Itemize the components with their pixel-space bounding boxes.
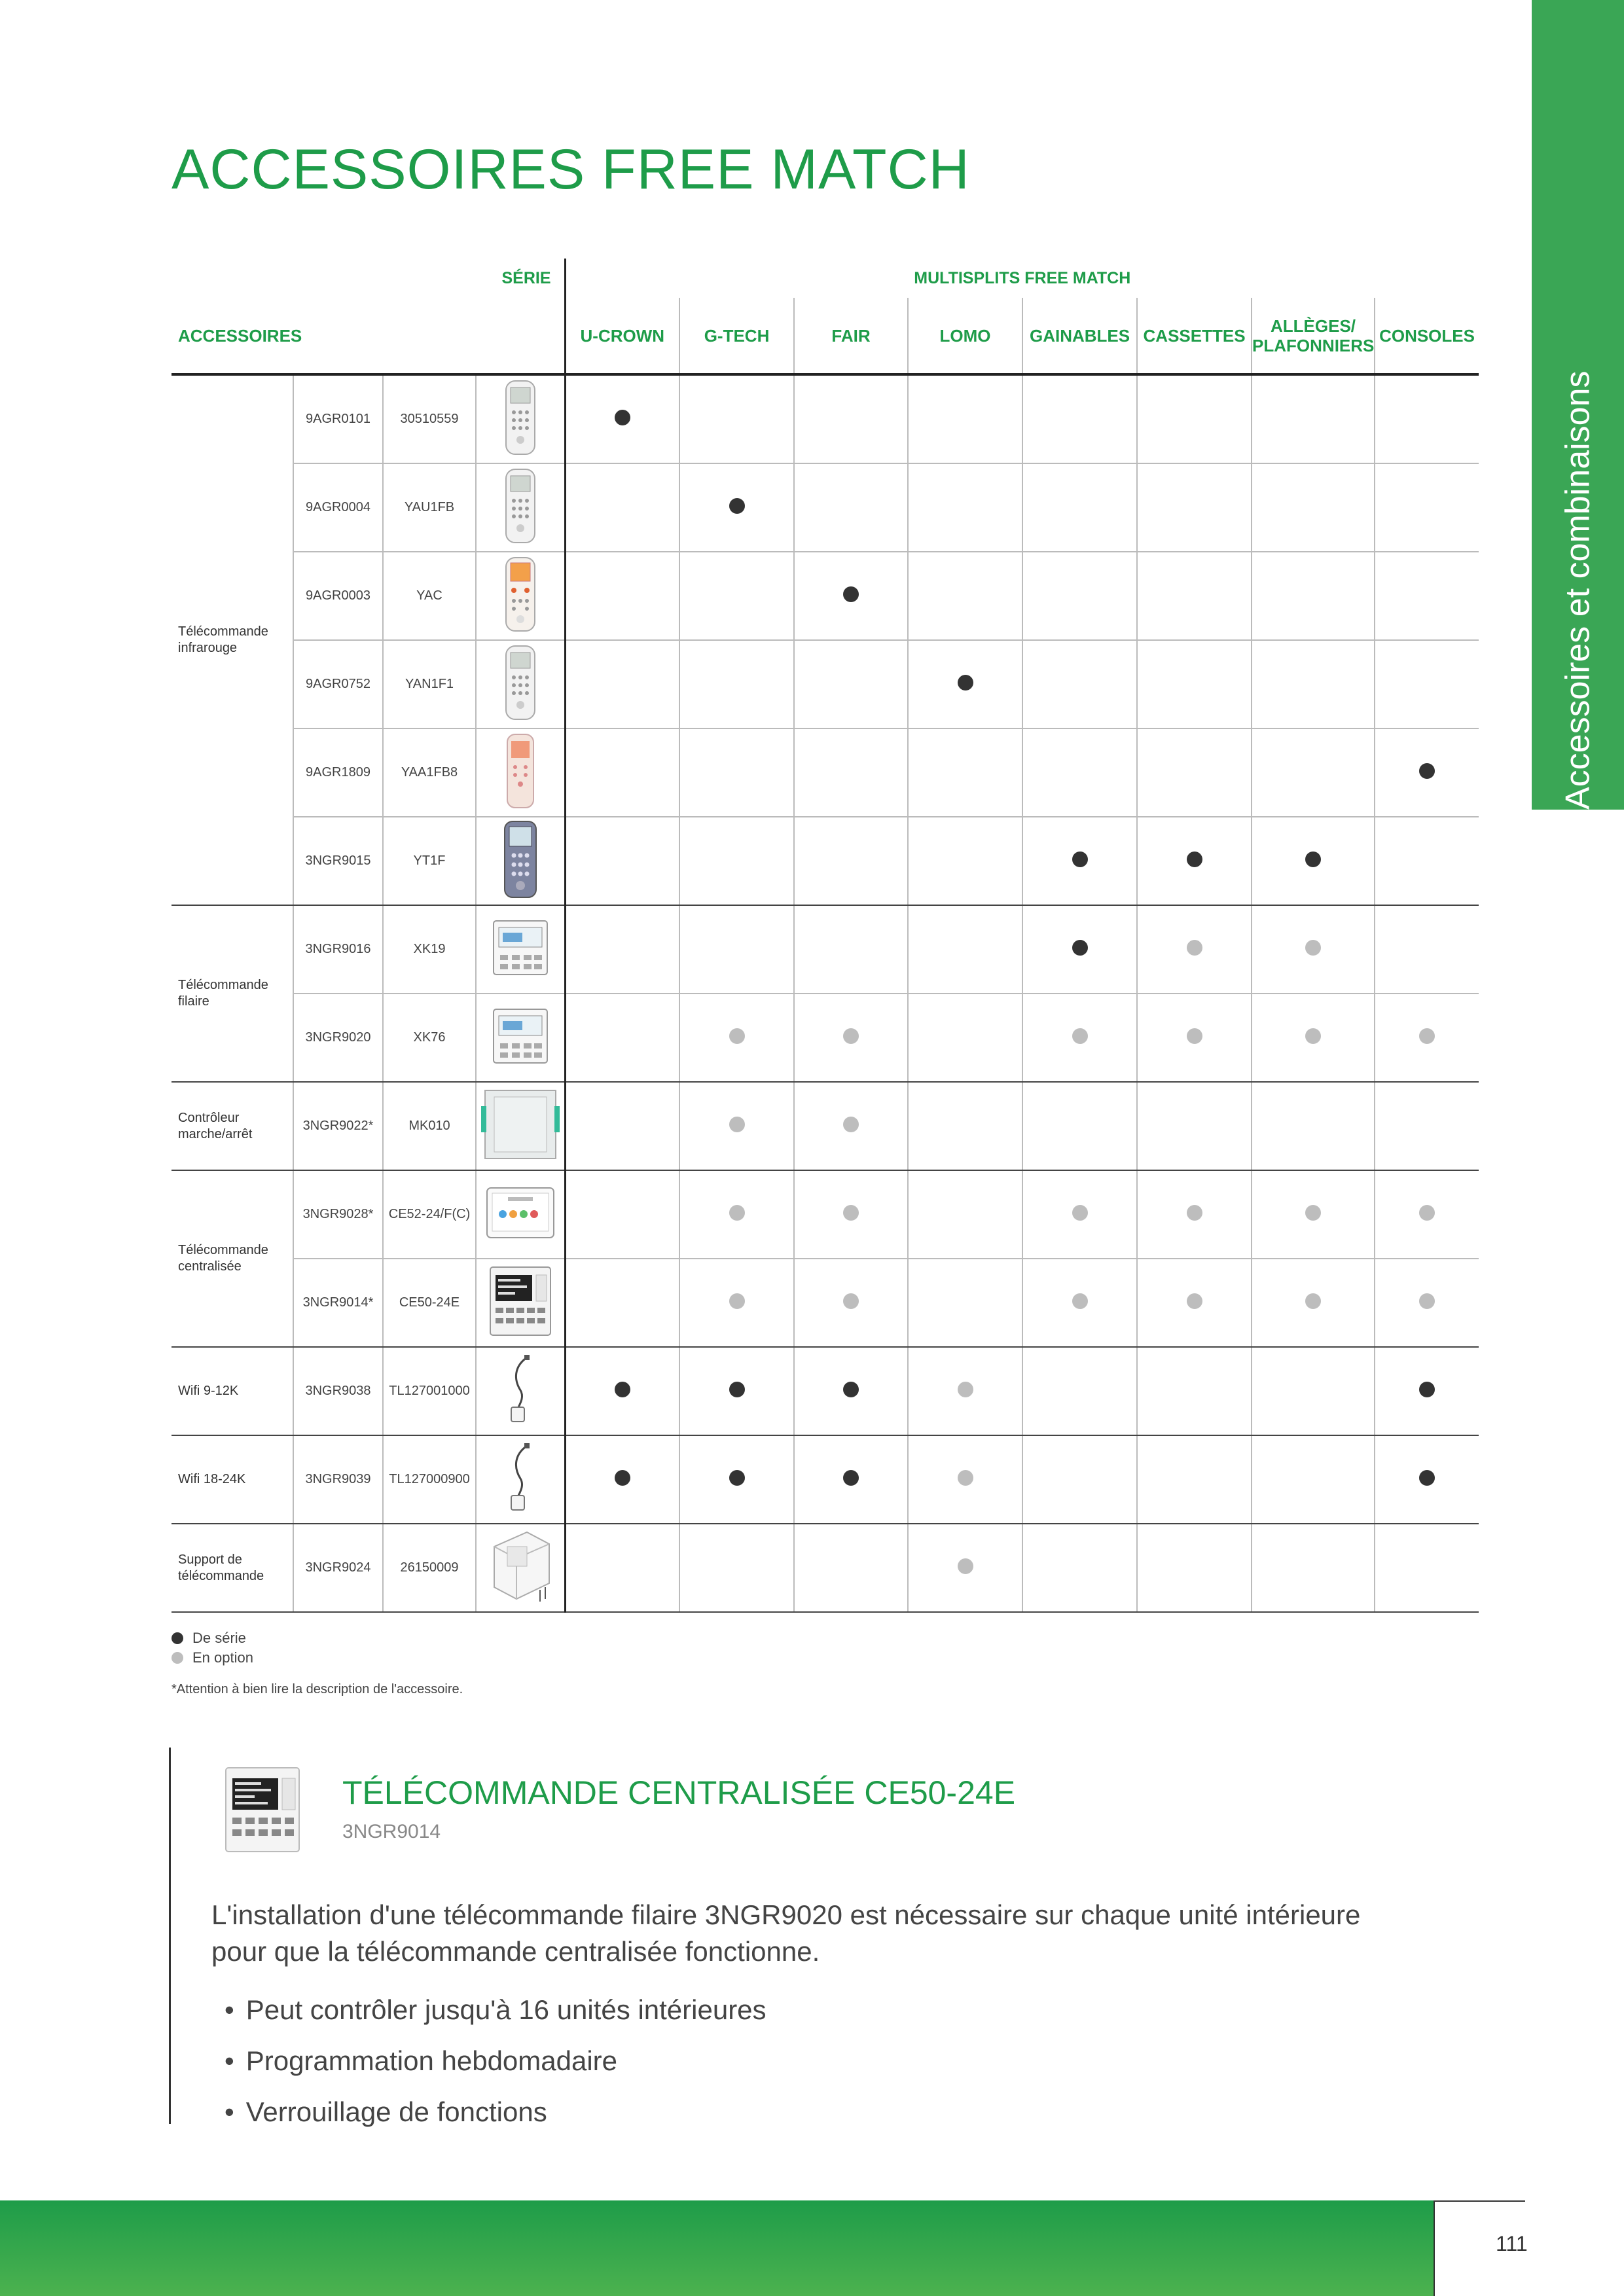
compat-cell <box>794 1259 908 1347</box>
compat-cell <box>908 1435 1022 1524</box>
compat-cell <box>794 640 908 728</box>
accessory-code: 9AGR0101 <box>293 374 383 463</box>
compat-cell <box>1022 552 1137 640</box>
accessory-image <box>476 1259 565 1347</box>
compat-cell <box>565 905 679 994</box>
compat-cell <box>1252 728 1375 817</box>
remote-holder-icon <box>477 1527 564 1609</box>
table-row <box>171 1435 1479 1524</box>
compat-cell <box>1252 905 1375 994</box>
option-dot-icon <box>1419 1293 1435 1309</box>
accessory-model: 30510559 <box>383 374 476 463</box>
remote-white-icon <box>477 645 564 725</box>
accessory-code: 3NGR9038 <box>293 1347 383 1435</box>
accessory-code: 9AGR0004 <box>293 463 383 552</box>
column-header-all-ges-plafonniers: ALLÈGES/ PLAFONNIERS <box>1252 298 1375 374</box>
compat-cell <box>1375 817 1479 905</box>
compat-cell <box>794 552 908 640</box>
compat-cell <box>1375 463 1479 552</box>
table-row <box>171 1082 1479 1170</box>
compat-cell <box>1252 1259 1375 1347</box>
footer-band <box>0 2200 1434 2296</box>
standard-dot-icon <box>171 1632 183 1644</box>
compat-cell <box>679 1082 794 1170</box>
touch-panel-icon <box>477 1185 564 1244</box>
accessory-group-label: Wifi 9-12K <box>171 1347 293 1435</box>
legend-standard-label: De série <box>192 1630 246 1646</box>
table-row <box>171 374 1479 463</box>
accessory-model: YAN1F1 <box>383 640 476 728</box>
compat-cell <box>565 728 679 817</box>
compat-cell <box>794 1347 908 1435</box>
column-header-consoles: CONSOLES <box>1379 325 1475 346</box>
compat-cell <box>1022 905 1137 994</box>
column-header-u-crown: U-CROWN <box>565 298 679 374</box>
option-dot-icon <box>729 1293 745 1309</box>
accessory-group-label: Wifi 18-24K <box>171 1435 293 1524</box>
compat-cell <box>679 463 794 552</box>
compat-cell <box>908 640 1022 728</box>
compat-cell <box>679 1435 794 1524</box>
table-row <box>171 905 1479 994</box>
compat-cell <box>565 994 679 1082</box>
footer-divider-vertical <box>1434 2200 1435 2296</box>
compat-cell <box>794 817 908 905</box>
option-dot-icon <box>1072 1205 1088 1221</box>
compat-cell <box>794 1082 908 1170</box>
table-row <box>171 1259 1479 1347</box>
accessory-code: 3NGR9014* <box>293 1259 383 1347</box>
compat-cell <box>1252 1435 1375 1524</box>
option-dot-icon <box>1187 1028 1202 1044</box>
accessory-image <box>476 1347 565 1435</box>
standard-dot-icon <box>1187 852 1202 867</box>
remote-peach-icon <box>477 733 564 813</box>
column-header-cassettes: CASSETTES <box>1137 298 1252 374</box>
compat-cell <box>1137 1347 1252 1435</box>
accessory-code: 3NGR9028* <box>293 1170 383 1259</box>
compat-cell <box>565 1082 679 1170</box>
remote-white-icon <box>477 468 564 548</box>
compat-cell <box>1137 905 1252 994</box>
option-dot-icon <box>729 1117 745 1132</box>
standard-dot-icon <box>1072 940 1088 956</box>
accessory-model: TL127000900 <box>383 1435 476 1524</box>
compat-cell <box>794 1524 908 1612</box>
accessory-image <box>476 817 565 905</box>
option-dot-icon <box>1187 940 1202 956</box>
accessory-model: XK19 <box>383 905 476 994</box>
accessories-table <box>171 259 1479 1613</box>
accessory-image <box>476 1435 565 1524</box>
compat-cell <box>1137 1524 1252 1612</box>
accessory-code: 3NGR9024 <box>293 1524 383 1612</box>
wifi-cable-icon <box>477 1442 564 1518</box>
compat-cell <box>908 1170 1022 1259</box>
standard-dot-icon <box>1419 763 1435 779</box>
compat-cell <box>565 1524 679 1612</box>
compat-cell <box>908 728 1022 817</box>
option-dot-icon <box>1419 1028 1435 1044</box>
compat-cell <box>794 463 908 552</box>
compat-cell <box>1375 552 1479 640</box>
option-dot-icon <box>1187 1205 1202 1221</box>
accessory-image <box>476 994 565 1082</box>
compat-cell <box>1375 1259 1479 1347</box>
standard-dot-icon <box>615 410 630 425</box>
compat-cell <box>794 728 908 817</box>
compat-cell <box>1375 1082 1479 1170</box>
compat-cell <box>565 1347 679 1435</box>
table-row <box>171 817 1479 905</box>
compat-cell <box>679 374 794 463</box>
compat-cell <box>1022 1347 1137 1435</box>
option-dot-icon <box>843 1028 859 1044</box>
compat-cell <box>1252 817 1375 905</box>
compat-cell <box>565 1259 679 1347</box>
compat-cell <box>679 1524 794 1612</box>
accessory-image <box>476 552 565 640</box>
accessory-model: YAA1FB8 <box>383 728 476 817</box>
table-row <box>171 728 1479 817</box>
compat-cell <box>679 994 794 1082</box>
multisplits-header: MULTISPLITS FREE MATCH <box>565 259 1479 298</box>
remote-white-icon <box>477 380 564 459</box>
standard-dot-icon <box>615 1470 630 1486</box>
remote-orange-icon <box>477 556 564 636</box>
compat-cell <box>679 1259 794 1347</box>
table-row <box>171 552 1479 640</box>
compat-cell <box>1022 728 1137 817</box>
option-dot-icon <box>843 1293 859 1309</box>
compat-cell <box>1137 1259 1252 1347</box>
compat-cell <box>1252 463 1375 552</box>
option-dot-icon <box>1305 1205 1321 1221</box>
wired-panel-icon <box>477 1007 564 1069</box>
feature-title: TÉLÉCOMMANDE CENTRALISÉE CE50-24E <box>342 1774 1016 1811</box>
accessory-model: YAC <box>383 552 476 640</box>
compat-cell <box>1022 1170 1137 1259</box>
accessory-model: TL127001000 <box>383 1347 476 1435</box>
accessory-code: 3NGR9039 <box>293 1435 383 1524</box>
compat-cell <box>794 374 908 463</box>
compat-cell <box>679 728 794 817</box>
compat-cell <box>1022 1524 1137 1612</box>
accessory-model: YT1F <box>383 817 476 905</box>
feature-description: L'installation d'une télécommande filaire 3NGR9020 est nécessaire sur chaque unité intérieure pour que la télécommande centralisée fonctionne. <box>211 1899 1361 1967</box>
standard-dot-icon <box>729 1382 745 1397</box>
compat-cell <box>1375 905 1479 994</box>
accessory-image <box>476 640 565 728</box>
compat-cell <box>908 552 1022 640</box>
accessory-group-label: Télécommande infrarouge <box>171 374 293 905</box>
standard-dot-icon <box>729 1470 745 1486</box>
compat-cell <box>679 1347 794 1435</box>
feature-bullet: • Peut contrôler jusqu'à 16 unités intérieures <box>225 1984 767 2036</box>
table-row <box>171 1347 1479 1435</box>
compat-cell <box>565 640 679 728</box>
compat-cell <box>908 374 1022 463</box>
compat-cell <box>1137 463 1252 552</box>
feature-bullet: • Verrouillage de fonctions <box>225 2087 767 2138</box>
compat-cell <box>1137 1170 1252 1259</box>
compat-cell <box>565 1435 679 1524</box>
legend <box>171 1628 253 1668</box>
table-row <box>171 640 1479 728</box>
compat-cell <box>565 374 679 463</box>
accessory-code: 3NGR9020 <box>293 994 383 1082</box>
central-panel-icon <box>223 1764 302 1856</box>
central-panel-icon <box>477 1265 564 1342</box>
legend-standard <box>171 1628 253 1648</box>
compat-cell <box>679 817 794 905</box>
option-dot-icon <box>958 1470 973 1486</box>
compat-cell <box>1022 1082 1137 1170</box>
compat-cell <box>1137 994 1252 1082</box>
feature-bullet: • Programmation hebdomadaire <box>225 2036 767 2087</box>
compat-cell <box>1137 1082 1252 1170</box>
serie-header: SÉRIE <box>501 268 551 287</box>
remote-grey-icon <box>477 820 564 903</box>
legend-option-label: En option <box>192 1649 253 1666</box>
compat-cell <box>1375 994 1479 1082</box>
compat-cell <box>794 1170 908 1259</box>
legend-option <box>171 1648 253 1668</box>
compat-cell <box>1375 640 1479 728</box>
standard-dot-icon <box>843 586 859 602</box>
compat-cell <box>679 640 794 728</box>
accessory-code: 3NGR9015 <box>293 817 383 905</box>
side-tab <box>1532 0 1624 810</box>
compat-cell <box>1137 817 1252 905</box>
option-dot-icon <box>1305 1028 1321 1044</box>
standard-dot-icon <box>843 1382 859 1397</box>
compat-cell <box>679 1170 794 1259</box>
option-dot-icon <box>843 1117 859 1132</box>
feature-code: 3NGR9014 <box>342 1821 441 1842</box>
compat-cell <box>1252 994 1375 1082</box>
option-dot-icon <box>843 1205 859 1221</box>
compat-cell <box>908 817 1022 905</box>
table-row <box>171 1524 1479 1612</box>
compat-cell <box>794 1435 908 1524</box>
compat-cell <box>679 905 794 994</box>
option-dot-icon <box>1072 1293 1088 1309</box>
compat-cell <box>1375 1524 1479 1612</box>
compat-cell <box>1252 640 1375 728</box>
accessory-model: CE52-24/F(C) <box>383 1170 476 1259</box>
compat-cell <box>565 552 679 640</box>
option-dot-icon <box>1305 1293 1321 1309</box>
standard-dot-icon <box>1419 1470 1435 1486</box>
compat-cell <box>908 994 1022 1082</box>
accessoires-header: ACCESSOIRES <box>178 325 302 346</box>
accessory-code: 9AGR0003 <box>293 552 383 640</box>
compat-cell <box>1252 1082 1375 1170</box>
compat-cell <box>1252 1524 1375 1612</box>
compat-cell <box>794 994 908 1082</box>
compat-cell <box>1252 374 1375 463</box>
compat-cell <box>1375 728 1479 817</box>
compat-cell <box>1022 994 1137 1082</box>
compat-cell <box>1375 1435 1479 1524</box>
page-title: ACCESSOIRES FREE MATCH <box>171 138 970 201</box>
accessory-model: XK76 <box>383 994 476 1082</box>
option-dot-icon <box>1187 1293 1202 1309</box>
accessory-group-label: Télécommande centralisée <box>171 1170 293 1347</box>
wifi-cable-icon <box>477 1354 564 1429</box>
wired-panel-icon <box>477 918 564 981</box>
standard-dot-icon <box>729 498 745 514</box>
accessory-image <box>476 1170 565 1259</box>
column-header-gainables: GAINABLES <box>1022 298 1137 374</box>
controller-box-icon <box>477 1086 564 1166</box>
standard-dot-icon <box>1305 852 1321 867</box>
compat-cell <box>1252 552 1375 640</box>
compat-cell <box>1022 1259 1137 1347</box>
option-dot-icon <box>729 1205 745 1221</box>
compat-cell <box>908 1524 1022 1612</box>
compat-cell <box>1137 1435 1252 1524</box>
accessory-model: CE50-24E <box>383 1259 476 1347</box>
compat-cell <box>1137 374 1252 463</box>
compat-cell <box>1022 1435 1137 1524</box>
compat-cell <box>1022 640 1137 728</box>
option-dot-icon <box>729 1028 745 1044</box>
footnote: *Attention à bien lire la description de l'accessoire. <box>171 1682 463 1696</box>
option-dot-icon <box>1305 940 1321 956</box>
accessory-image <box>476 1524 565 1612</box>
side-tab-label: Accessoires et combinaisons <box>1559 370 1597 810</box>
accessory-image <box>476 463 565 552</box>
standard-dot-icon <box>958 675 973 691</box>
compat-cell <box>679 552 794 640</box>
compat-cell <box>1252 1170 1375 1259</box>
compat-cell <box>908 1259 1022 1347</box>
column-header-g-tech: G-TECH <box>679 298 794 374</box>
accessory-image <box>476 374 565 463</box>
compat-cell <box>1022 463 1137 552</box>
option-dot-icon <box>1419 1205 1435 1221</box>
standard-dot-icon <box>1072 852 1088 867</box>
accessory-group-label: Support de télécommande <box>171 1524 293 1612</box>
column-header-lomo: LOMO <box>908 298 1022 374</box>
option-dot-icon <box>958 1382 973 1397</box>
compat-cell <box>565 817 679 905</box>
compat-cell <box>794 905 908 994</box>
accessory-image <box>476 728 565 817</box>
feature-bullets <box>225 1984 767 2138</box>
accessory-group-label: Télécommande filaire <box>171 905 293 1082</box>
compat-cell <box>1137 640 1252 728</box>
standard-dot-icon <box>843 1470 859 1486</box>
compat-cell <box>1375 1347 1479 1435</box>
standard-dot-icon <box>615 1382 630 1397</box>
accessory-image <box>476 905 565 994</box>
accessory-group-label: Contrôleur marche/arrêt <box>171 1082 293 1170</box>
compat-cell <box>1375 374 1479 463</box>
accessory-model: MK010 <box>383 1082 476 1170</box>
accessory-model: YAU1FB <box>383 463 476 552</box>
compat-cell <box>908 463 1022 552</box>
page-number: 111 <box>1496 2232 1528 2255</box>
feature-box <box>169 1748 1415 2127</box>
compat-cell <box>565 1170 679 1259</box>
compat-cell <box>1022 817 1137 905</box>
compat-cell <box>1022 374 1137 463</box>
footer-divider <box>1434 2200 1525 2202</box>
compat-cell <box>1375 1170 1479 1259</box>
table-row <box>171 1170 1479 1259</box>
accessory-code: 3NGR9016 <box>293 905 383 994</box>
compat-cell <box>908 905 1022 994</box>
accessory-image <box>476 1082 565 1170</box>
compat-cell <box>1252 1347 1375 1435</box>
accessory-code: 3NGR9022* <box>293 1082 383 1170</box>
accessory-code: 9AGR1809 <box>293 728 383 817</box>
accessory-model: 26150009 <box>383 1524 476 1612</box>
option-dot-icon <box>1072 1028 1088 1044</box>
compat-cell <box>565 463 679 552</box>
column-header-fair: FAIR <box>794 298 908 374</box>
table-row <box>171 994 1479 1082</box>
compat-cell <box>908 1347 1022 1435</box>
compat-cell <box>1137 728 1252 817</box>
option-dot-icon <box>958 1558 973 1574</box>
compat-cell <box>908 1082 1022 1170</box>
accessory-code: 9AGR0752 <box>293 640 383 728</box>
option-dot-icon <box>171 1652 183 1664</box>
compat-cell <box>1137 552 1252 640</box>
standard-dot-icon <box>1419 1382 1435 1397</box>
table-row <box>171 463 1479 552</box>
